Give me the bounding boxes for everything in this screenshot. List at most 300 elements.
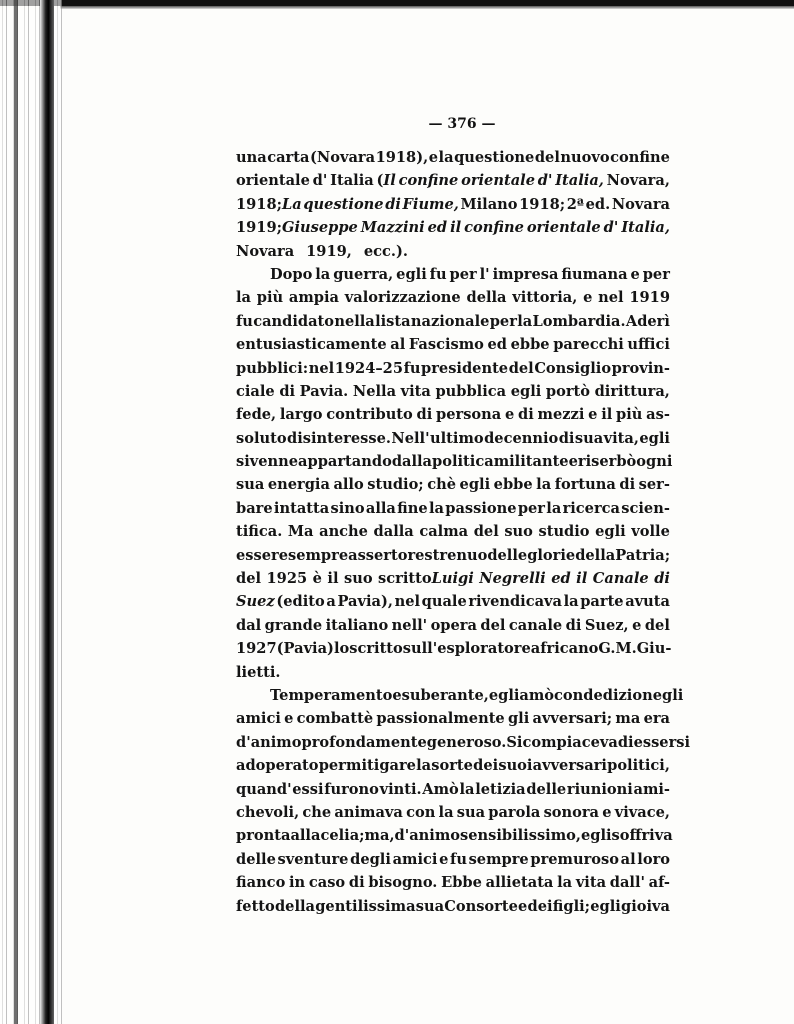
word-group xyxy=(439,801,454,824)
word-group xyxy=(533,310,626,333)
word: d' xyxy=(394,827,410,845)
word: alla xyxy=(365,499,396,517)
word-group xyxy=(553,333,624,356)
word-group xyxy=(488,333,508,356)
word: chevoli, xyxy=(236,803,300,821)
word-group xyxy=(431,754,473,777)
word-group xyxy=(625,590,670,613)
word: (edito xyxy=(276,593,325,611)
word: delle xyxy=(487,546,528,564)
word: vita xyxy=(400,382,431,400)
word: 1925 xyxy=(266,570,308,588)
text-line xyxy=(236,357,670,380)
word-group xyxy=(319,520,368,543)
text-line xyxy=(236,637,670,660)
word: pubblica xyxy=(435,382,507,400)
word-group xyxy=(601,403,612,426)
word: fortuna xyxy=(554,476,616,494)
word-group xyxy=(511,333,550,356)
word-group xyxy=(313,567,322,590)
word: venne xyxy=(249,453,299,471)
word: esploratore xyxy=(437,640,531,658)
word-group xyxy=(353,380,396,403)
word: era xyxy=(643,710,670,728)
word-group xyxy=(512,286,577,309)
word: suo xyxy=(504,523,533,541)
word-group xyxy=(469,848,529,871)
word: 1924–25 xyxy=(334,359,403,377)
word: Nella xyxy=(352,382,397,400)
word-group xyxy=(236,169,310,192)
word: egli xyxy=(590,897,621,915)
word-group xyxy=(561,263,627,286)
word-group xyxy=(350,848,391,871)
word-group xyxy=(519,193,565,216)
word: guerra, xyxy=(333,265,394,283)
word-group xyxy=(236,216,358,239)
word-group xyxy=(621,848,636,871)
word: della xyxy=(466,289,507,307)
word-group xyxy=(493,263,559,286)
page-number: — 376 — xyxy=(428,116,496,132)
word: ed xyxy=(487,336,508,354)
word: Ma xyxy=(287,523,314,541)
body-text xyxy=(236,146,691,918)
word: ecc.). xyxy=(363,242,408,260)
word-group xyxy=(519,684,554,707)
word: la xyxy=(563,593,579,611)
word: sua xyxy=(236,476,265,494)
word: del xyxy=(480,616,506,634)
word: suo xyxy=(344,570,373,588)
word-group xyxy=(346,754,416,777)
word-group xyxy=(276,590,324,613)
word: di xyxy=(617,733,634,751)
word: Milano xyxy=(460,195,518,213)
word-group xyxy=(634,731,690,754)
text-line xyxy=(236,871,670,894)
word-group xyxy=(344,567,373,590)
word-group xyxy=(427,731,507,754)
word-group xyxy=(302,801,331,824)
word: fede, xyxy=(236,406,277,424)
text-line xyxy=(236,473,670,496)
word: vittoria, xyxy=(512,289,578,307)
word-group xyxy=(460,778,475,801)
word-group xyxy=(644,707,670,730)
word: soffriva xyxy=(611,827,673,845)
word-group xyxy=(396,263,427,286)
word: ciale xyxy=(236,382,275,400)
word: dal xyxy=(236,616,262,634)
word: caso xyxy=(308,874,346,892)
word-group xyxy=(639,427,670,450)
word: egli xyxy=(580,827,612,845)
word-group xyxy=(289,871,305,894)
word: Italia xyxy=(330,172,374,190)
word-group xyxy=(576,567,587,590)
word-group xyxy=(236,731,251,754)
word: studio xyxy=(538,523,590,541)
word-group xyxy=(533,707,613,730)
word-group xyxy=(636,450,672,473)
word: carta xyxy=(267,149,310,166)
word-group xyxy=(607,754,670,777)
word: Consorte xyxy=(444,897,518,915)
word-group xyxy=(331,497,365,520)
word-group xyxy=(450,263,477,286)
word: sempre xyxy=(468,850,529,868)
text-line xyxy=(236,590,670,613)
word: parecchi xyxy=(553,336,624,354)
word-group xyxy=(581,824,612,847)
word-group xyxy=(612,824,673,847)
text-line xyxy=(236,403,670,426)
word-group xyxy=(615,801,670,824)
word: ampia xyxy=(288,289,339,307)
word: Novara, xyxy=(606,172,670,190)
word-group xyxy=(278,848,349,871)
word: ebbe xyxy=(510,336,550,354)
word-group xyxy=(464,216,524,239)
word: 1918; xyxy=(236,195,283,213)
word: grande xyxy=(264,616,323,634)
word: ogni xyxy=(636,453,673,471)
word-group xyxy=(649,871,670,894)
word-group xyxy=(236,520,282,543)
text-line xyxy=(236,240,670,263)
word-group xyxy=(567,193,584,216)
word: portò xyxy=(545,382,590,400)
word-group xyxy=(517,310,532,333)
word-group xyxy=(253,310,334,333)
word: scien- xyxy=(621,499,670,517)
word-group xyxy=(598,286,623,309)
word: si xyxy=(236,453,250,471)
word: sua xyxy=(415,897,445,915)
word: animava xyxy=(334,803,403,821)
word-group xyxy=(588,403,597,426)
word: quale xyxy=(421,593,467,611)
text-line xyxy=(236,450,673,473)
word: Italia, xyxy=(621,219,670,237)
word-group xyxy=(374,520,414,543)
word: vita, xyxy=(603,429,639,447)
word-group xyxy=(236,754,319,777)
word-group xyxy=(236,895,275,918)
word: d' xyxy=(236,733,251,751)
word-group xyxy=(595,380,670,403)
word-group xyxy=(390,333,405,356)
word-group xyxy=(612,193,670,216)
text-line xyxy=(236,193,670,216)
word: amici xyxy=(236,710,281,728)
word-group xyxy=(593,567,649,590)
text-line xyxy=(236,824,673,847)
word: Fascismo xyxy=(408,336,484,354)
word: avversari xyxy=(532,757,607,775)
word-group xyxy=(626,310,670,333)
word-group xyxy=(333,473,363,496)
word-group xyxy=(518,895,527,918)
word: per xyxy=(318,757,346,775)
word-group xyxy=(466,286,506,309)
word: animo xyxy=(409,827,461,845)
word-group xyxy=(560,146,609,169)
word: amici xyxy=(392,850,438,868)
word: amò xyxy=(519,686,555,704)
word: Novara xyxy=(611,195,670,213)
word-group xyxy=(522,731,617,754)
word-group xyxy=(378,567,474,590)
word-group xyxy=(395,590,420,613)
word: as- xyxy=(646,406,670,424)
text-line xyxy=(236,497,670,520)
word-group xyxy=(569,450,578,473)
word: Ebbe xyxy=(441,874,482,892)
word: italiano xyxy=(325,616,389,634)
word-group xyxy=(292,778,323,801)
word: 1919; xyxy=(236,219,283,237)
word-group xyxy=(365,824,395,847)
word: Si xyxy=(506,733,523,751)
word: af- xyxy=(648,874,670,892)
word-group xyxy=(646,403,670,426)
word: orientale xyxy=(461,172,535,190)
word: fu xyxy=(450,850,467,868)
word-group xyxy=(236,848,276,871)
word: quand' xyxy=(236,780,292,798)
word-group xyxy=(399,169,459,192)
word-group xyxy=(236,310,253,333)
word: gli xyxy=(661,686,684,704)
word: sventure xyxy=(277,850,349,868)
word-group xyxy=(511,380,542,403)
word-group xyxy=(267,146,309,169)
word: la xyxy=(438,803,454,821)
word-group xyxy=(531,637,599,660)
word-group xyxy=(489,684,520,707)
word-group xyxy=(618,731,634,754)
word: politici, xyxy=(607,757,670,775)
word: Il xyxy=(383,172,396,190)
word-group xyxy=(460,193,517,216)
word: nel xyxy=(308,359,335,377)
word-group xyxy=(419,520,468,543)
word-group xyxy=(435,380,506,403)
word-group xyxy=(473,754,498,777)
word-group xyxy=(615,707,640,730)
word-group xyxy=(430,427,484,450)
word-group xyxy=(619,473,635,496)
word-group xyxy=(585,614,629,637)
word: di xyxy=(558,429,575,447)
word: esuberante, xyxy=(392,686,489,704)
word: Luigi xyxy=(431,570,474,588)
word-group xyxy=(403,637,437,660)
word: 1919 xyxy=(629,289,670,307)
word: egli xyxy=(639,429,670,447)
word-group xyxy=(236,497,273,520)
word: ed xyxy=(427,219,448,237)
word-group xyxy=(575,427,603,450)
word-group xyxy=(439,848,448,871)
word: di xyxy=(654,570,670,588)
word: letizia xyxy=(475,780,526,798)
word: la xyxy=(315,265,331,283)
word: ricerca xyxy=(562,499,620,517)
word-group xyxy=(615,544,670,567)
word-group xyxy=(546,497,561,520)
word: bare xyxy=(236,499,273,517)
word: del xyxy=(236,570,262,588)
word-group xyxy=(236,661,286,684)
word: questione xyxy=(303,195,384,213)
word-group xyxy=(236,824,290,847)
word-group xyxy=(553,895,590,918)
word-group xyxy=(326,614,389,637)
word: il xyxy=(601,406,613,424)
word: uffici xyxy=(627,336,670,354)
word: egli xyxy=(595,523,626,541)
word: largo xyxy=(279,406,323,424)
word-group xyxy=(538,403,585,426)
word-group xyxy=(275,895,315,918)
word: Pavia), xyxy=(337,593,393,611)
word-group xyxy=(320,824,364,847)
word-group xyxy=(265,614,322,637)
word-group xyxy=(533,754,607,777)
word-group xyxy=(468,590,562,613)
word: è xyxy=(312,570,322,588)
word-group xyxy=(602,801,611,824)
word: ed. xyxy=(585,195,611,213)
word-group xyxy=(348,544,424,567)
word-group xyxy=(236,778,292,801)
word-group xyxy=(604,216,619,239)
word-group xyxy=(267,567,308,590)
word: la xyxy=(236,289,251,307)
word-group xyxy=(583,286,592,309)
word: di xyxy=(348,874,365,892)
word-group xyxy=(643,263,670,286)
word: Giu- xyxy=(636,640,672,658)
word: del xyxy=(473,523,499,541)
word: avuta xyxy=(625,593,670,611)
word-group xyxy=(445,497,516,520)
word: e xyxy=(439,850,449,868)
word-group xyxy=(277,637,334,660)
text-line xyxy=(236,801,670,824)
word: contributo xyxy=(326,406,413,424)
word: sino xyxy=(330,499,365,517)
word-group xyxy=(595,520,626,543)
word: mitigare xyxy=(346,757,416,775)
word-group xyxy=(555,473,616,496)
word-group xyxy=(430,263,447,286)
word: della xyxy=(274,897,316,915)
word: Temperamento xyxy=(270,686,393,704)
word: la xyxy=(459,780,475,798)
word: la xyxy=(517,312,533,330)
word: confine xyxy=(610,149,670,166)
word: e xyxy=(630,265,640,283)
word-group xyxy=(327,567,338,590)
word: il xyxy=(327,570,339,588)
word: di xyxy=(279,382,296,400)
word-group xyxy=(349,871,365,894)
word-group xyxy=(557,871,572,894)
word: Lombardia. xyxy=(532,312,626,330)
word-group xyxy=(251,731,302,754)
text-line xyxy=(236,614,670,637)
word-group xyxy=(506,731,522,754)
word-group xyxy=(392,614,427,637)
word: più xyxy=(616,406,643,424)
word-group xyxy=(431,614,477,637)
word: degli xyxy=(350,850,391,868)
word: fiumana xyxy=(561,265,628,283)
word-group xyxy=(627,333,670,356)
word: ultimo xyxy=(430,429,484,447)
word-group xyxy=(310,146,375,169)
word: la xyxy=(536,476,552,494)
word-group xyxy=(337,590,393,613)
word: una xyxy=(236,149,267,166)
word: lista xyxy=(375,312,411,330)
word: e xyxy=(518,897,528,915)
word-group xyxy=(546,380,590,403)
word-group xyxy=(498,754,532,777)
word-group xyxy=(366,497,396,520)
word: e xyxy=(588,406,598,424)
word-group xyxy=(428,216,448,239)
word: dei xyxy=(473,757,499,775)
word-group xyxy=(236,450,250,473)
word: dalla xyxy=(373,523,414,541)
word: del xyxy=(508,359,534,377)
word-group xyxy=(645,614,670,637)
word: questione xyxy=(454,149,535,166)
word-group xyxy=(490,310,517,333)
word-group xyxy=(236,544,288,567)
word: rivendicava xyxy=(468,593,562,611)
word: valorizzazione xyxy=(344,289,461,307)
word: Nell' xyxy=(391,429,430,447)
word: Giuseppe xyxy=(282,219,358,237)
word-group xyxy=(551,567,571,590)
word: vinti. xyxy=(379,780,422,798)
word: fianco xyxy=(236,874,286,892)
word: africano xyxy=(530,640,599,658)
word: l' xyxy=(479,265,490,283)
word-group xyxy=(284,707,293,730)
word-group xyxy=(576,871,606,894)
word: confine xyxy=(464,219,524,237)
word: dirittura, xyxy=(594,382,670,400)
word-group xyxy=(385,193,401,216)
word: della xyxy=(575,546,616,564)
word: presidente xyxy=(421,359,509,377)
word-group xyxy=(504,520,533,543)
word-group xyxy=(376,707,504,730)
word-group xyxy=(486,871,554,894)
word: Negrelli xyxy=(479,570,546,588)
word-group xyxy=(297,707,374,730)
word: il xyxy=(450,219,462,237)
word-group xyxy=(632,614,641,637)
word: delle xyxy=(526,780,567,798)
